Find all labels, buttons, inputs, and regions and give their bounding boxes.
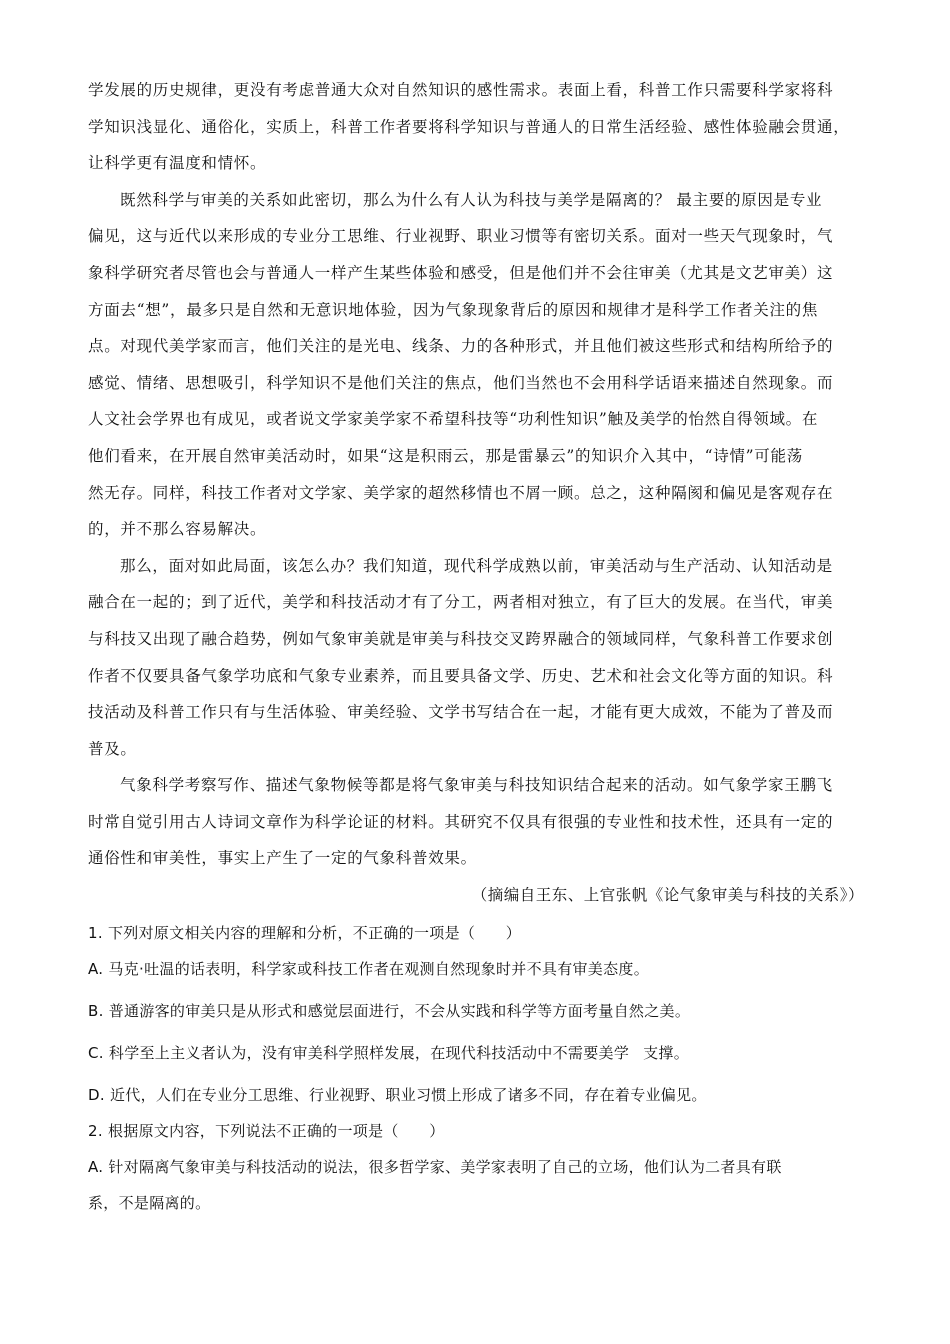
option-c [88,1035,864,1071]
question-1 [88,915,864,1113]
body-paragraph-4 [88,767,864,877]
text-line: 既然科学与审美的关系如此密切，那么为什么有人认为科技与美学是隔离的？ 最主要的原因是专业 [120,190,823,209]
question-stem: 1. 下列对原文相关内容的理解和分析，不正确的一项是（ ） [88,924,522,943]
option-c-text: C. 科学至上主义者认为，没有审美科学照样发展，在现代科技活动中不需要美学 [88,1044,630,1063]
body-paragraph-3 [88,548,864,768]
text-line: 通俗性和审美性，事实上产生了一定的气象科普效果。 [88,849,477,868]
text-line: 那么，面对如此局面，该怎么办？我们知道，现代科学成熟以前，审美活动与生产活动、认知活动是 [120,556,833,575]
text-line: 点。对现代美学家而言，他们关注的是光电、线条、力的各种形式，并且他们被这些形式和结构所给予的 [88,337,834,356]
text-line: 偏见，这与近代以来形成的专业分工思维、行业视野、职业习惯等有密切关系。面对一些天气现象时，气 [88,227,834,246]
text-line: 的，并不那么容易解决。 [88,520,267,539]
option-a-line-1: A. 针对隔离气象审美与科技活动的说法，很多哲学家、美学家表明了自己的立场，他们认为二者具有联 [88,1158,782,1177]
question-2 [88,1113,864,1221]
option-a: A. 马克·吐温的话表明，科学家或科技工作者在观测自然现象时并不具有审美态度。 [88,960,650,979]
text-line: 他们看来，在开展自然审美活动时，如果“这是积雨云，那是雷暴云”的知识介入其中，“诗情”可能荡 [88,446,803,465]
option-a-line-2: 系，不是隔离的。 [88,1194,211,1213]
question-stem: 2. 根据原文内容，下列说法不正确的一项是（ ） [88,1122,445,1141]
text-line: 学发展的历史规律，更没有考虑普通大众对自然知识的感性需求。表面上看，科普工作只需要科学家将科 [88,81,834,99]
text-line: 普及。 [88,739,137,758]
option-c-tail: 支撑。 [643,1044,690,1063]
text-line: 气象科学考察写作、描述气象物候等都是将气象审美与科技知识结合起来的活动。如气象学家王鹏飞 [120,776,833,795]
text-line: 感觉、情绪、思想吸引，科学知识不是他们关注的焦点，他们当然也不会用科学话语来描述自然现象。而 [88,373,834,392]
text-line: 方面去“想”，最多只是自然和无意识地体验，因为气象现象背后的原因和规律才是科学工作者关注的焦 [88,300,819,319]
body-paragraph-2 [88,182,864,548]
source-citation: （摘编自王东、上官张帆《论气象审美与科技的关系》） [471,886,864,905]
text-line: 作者不仅要具备气象学功底和气象专业素养，而且要具备文学、历史、艺术和社会文化等方面的知识。科 [88,666,834,685]
text-line: 然无存。同样，科技工作者对文学家、美学家的超然移情也不屑一顾。总之，这种隔阂和偏见是客观存在 [88,483,834,502]
text-line: 技活动及科普工作只有与生活体验、审美经验、文学书写结合在一起，才能有更大成效，不能为了普及而 [88,703,834,722]
text-line: 融合在一起的；到了近代，美学和科技活动才有了分工，两者相对独立，有了巨大的发展。在当代，审美 [88,593,834,612]
text-line: 人文社会学界也有成见，或者说文学家美学家不希望科技等“功利性知识”触及美学的怡然自得领域。在 [88,410,819,429]
option-d: D. 近代，人们在专业分工思维、行业视野、职业习惯上形成了诸多不同，存在着专业偏见。 [88,1086,707,1105]
text-line: 时常自觉引用古人诗词文章作为科学论证的材料。其研究不仅具有很强的专业性和技术性，还具有一定的 [88,812,834,831]
option-b: B. 普通游客的审美只是从形式和感觉层面进行，不会从实践和科学等方面考量自然之美。 [88,1002,691,1021]
text-line: 学知识浅显化、通俗化，实质上，科普工作者要将科学知识与普通人的日常生活经验、感性体验融会贯通， [88,117,850,136]
body-paragraph-1 [88,72,864,182]
text-line: 让科学更有温度和情怀。 [88,154,267,173]
text-line: 与科技又出现了融合趋势，例如气象审美就是审美与科技交叉跨界融合的领域同样，气象科普工作要求创 [88,629,834,648]
text-line: 象科学研究者尽管也会与普通人一样产生某些体验和感受，但是他们并不会往审美（尤其是文艺审美）这 [88,263,834,282]
